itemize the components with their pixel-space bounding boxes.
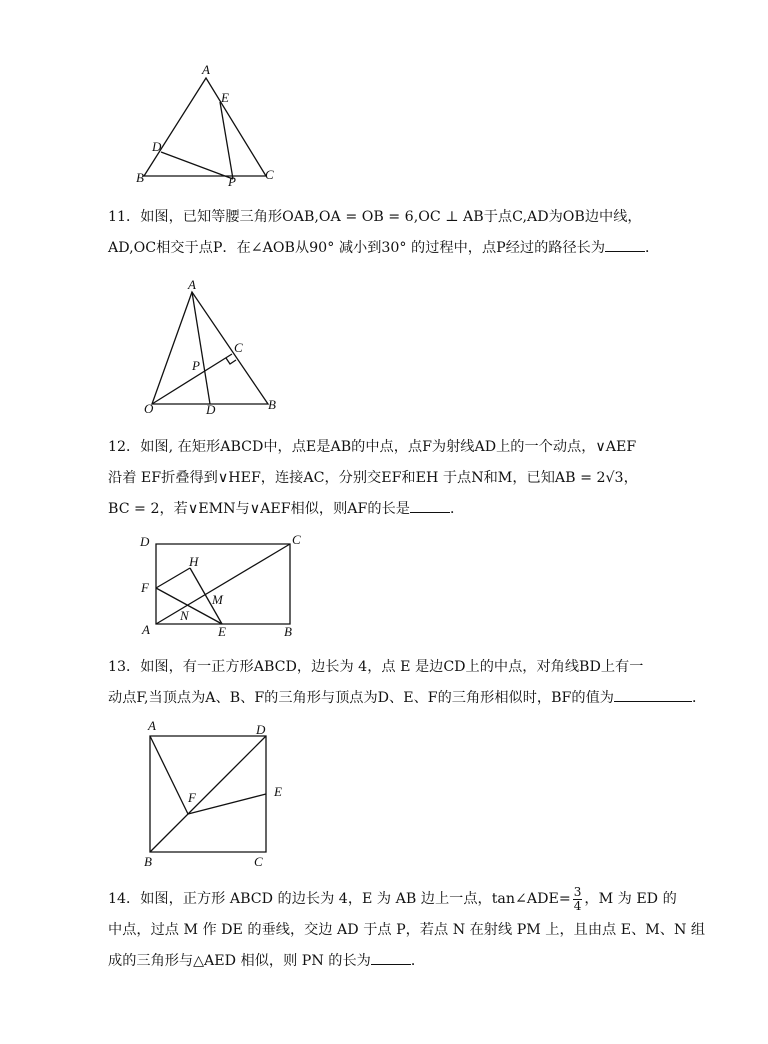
problem-14-line1-post: ，M 为 ED 的 (584, 891, 677, 907)
label-b: B (268, 397, 276, 412)
triangle-abc (144, 78, 266, 176)
label-c: C (265, 167, 274, 182)
label-c: C (234, 340, 243, 355)
segment-fh (156, 568, 190, 588)
segment-ad (192, 292, 210, 404)
label-p: P (228, 174, 236, 189)
label-b: B (136, 170, 144, 185)
problem-13: 13．如图，有一正方形ABCD，边长为 4，点 E 是边CD上的中点，对角线BD上有一 动点F,当顶点为A、B、F的三角形与顶点为D、E、F的三角形相似时，BF的值为 ． (108, 652, 668, 714)
label-h: H (189, 554, 199, 569)
answer-blank-14[interactable] (371, 950, 411, 965)
label-d: D (152, 139, 162, 154)
figure-square-abcd-diagonal (140, 716, 300, 872)
figure-triangle-abc-dep (130, 60, 290, 190)
segment-fe (188, 794, 266, 814)
problem-13-line2: 动点F,当顶点为A、B、F的三角形与顶点为D、E、F的三角形相似时，BF的值为 (108, 690, 614, 706)
right-angle-mark (226, 358, 236, 364)
label-a: A (202, 62, 210, 77)
problem-11: 11．如图，已知等腰三角形OAB,OA = OB = 6,OC ⊥ AB于点C,AD为OB边中线， AD,OC相交于点P．在∠AOB从90° 减小到30° 的过程中，点P经过的路径长为 ． (108, 202, 668, 264)
problem-14-line3: 成的三角形与△AED 相似，则 PN 的长为 (108, 953, 371, 969)
label-e: E (274, 784, 282, 799)
problem-14-line2: 中点，过点 M 作 DE 的垂线，交边 AD 于点 P，若点 N 在射线 PM 上，且由点 E、M、N 组 (108, 922, 706, 938)
problem-12: 12．如图, 在矩形ABCD中，点E是AB的中点，点F为射线AD上的一个动点，∨AEF 沿着 EF折叠得到∨HEF，连接AC，分别交EF和EH 于点N和M，已知AB = 2√3， BC = 2，若∨EMN与∨AEF相似，则AF的长是 ． (108, 432, 668, 525)
label-o: O (144, 401, 154, 416)
label-c: C (254, 854, 263, 869)
problem-14: 14．如图，正方形 ABCD 的边长为 4，E 为 AB 边上一点，tan∠ADE= $\frac{3}{4}$ ，M 为 ED 的 中点，过点 M 作 DE 的垂线，交边 AD 于点 P，若点 N 在射线 PM 上，且由点 E、M、N 组 成的三角形与△AED 相似，则 PN 的长为 ． (108, 884, 706, 969)
label-p: P (192, 358, 200, 373)
problem-14-line1-pre: 14．如图，正方形 ABCD 的边长为 4，E 为 AB 边上一点，tan∠ADE= (108, 891, 571, 907)
label-a: A (188, 280, 196, 292)
answer-blank-12[interactable] (410, 498, 450, 513)
problem-12-line2: 沿着 EF折叠得到∨HEF，连接AC，分别交EF和EH 于点N和M，已知AB = 2√3， (108, 470, 638, 486)
segment-ep (220, 102, 233, 179)
problem-12-line3: BC = 2，若∨EMN与∨AEF相似，则AF的长是 (108, 501, 410, 517)
label-a: A (142, 622, 150, 637)
figure-rectangle-abcd-fold (136, 530, 316, 642)
label-f: F (188, 790, 196, 805)
answer-blank-11[interactable] (605, 237, 645, 252)
label-f: F (141, 580, 149, 595)
answer-blank-13[interactable] (614, 687, 692, 702)
label-d: D (256, 722, 266, 737)
segment-af (150, 736, 188, 814)
label-d: D (206, 402, 216, 417)
label-m: M (212, 592, 223, 607)
label-a: A (148, 718, 156, 733)
problem-13-line1: 13．如图，有一正方形ABCD，边长为 4，点 E 是边CD上的中点，对角线BD上有一 (108, 659, 644, 675)
label-n: N (180, 608, 189, 623)
label-b: B (144, 854, 152, 869)
diagonal-ac (156, 544, 290, 624)
diagonal-bd (150, 736, 266, 852)
segment-dp (161, 152, 233, 179)
label-c: C (292, 532, 301, 547)
problem-11-line2: AD,OC相交于点P．在∠AOB从90° 减小到30° 的过程中，点P经过的路径长为 (108, 240, 606, 256)
label-b: B (284, 624, 292, 639)
triangle-oab (152, 292, 268, 404)
fraction-three-quarters: $\frac{3}{4}$ (573, 884, 582, 913)
problem-11-line1: 11．如图，已知等腰三角形OAB,OA = OB = 6,OC ⊥ AB于点C,AD为OB边中线， (108, 209, 642, 225)
label-e: E (221, 90, 229, 105)
figure-triangle-oab (140, 280, 290, 420)
problem-12-line1: 12．如图, 在矩形ABCD中，点E是AB的中点，点F为射线AD上的一个动点，∨AEF (108, 439, 637, 455)
label-d: D (140, 534, 150, 549)
label-e: E (218, 624, 226, 639)
